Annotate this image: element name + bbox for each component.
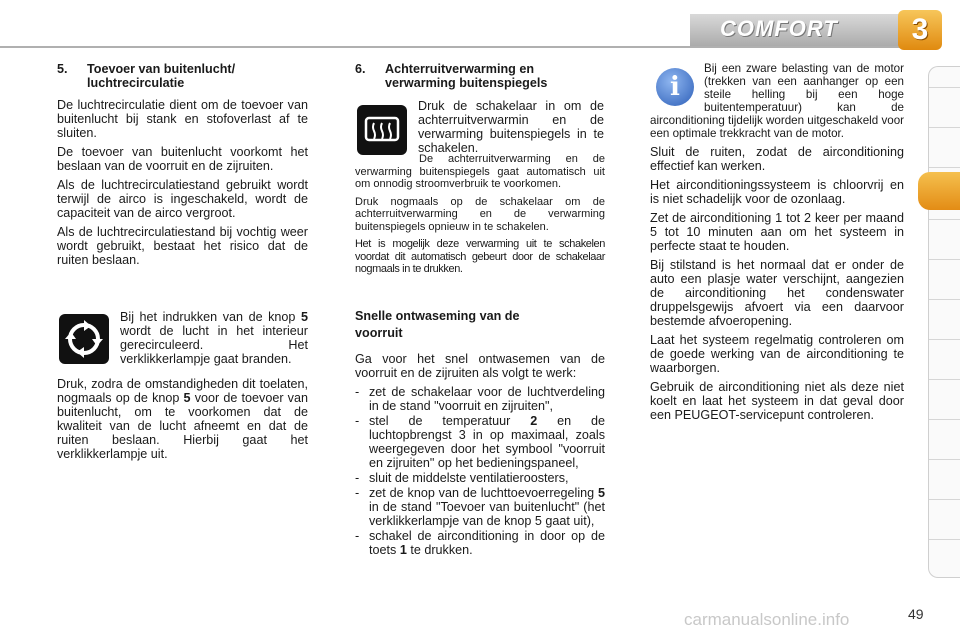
paragraph: Zet de airconditioning 1 tot 2 keer per maand 5 tot 10 minuten aan om het systeem in perfecte staat te houden. <box>650 211 904 253</box>
note: Druk nogmaals op de schakelaar om de achterruitverwarming en de verwarming buitenspiegels opnieuw in te schakelen. <box>355 195 605 233</box>
page-title: COMFORT <box>720 16 838 41</box>
list-item: - schakel de airconditioning in door op de toets 1 te drukken. <box>355 529 605 557</box>
steps-list <box>355 385 605 557</box>
defrost-text: Druk de schakelaar in om de achterruitverwarmin en de verwarming buitenspiegels in te schakelen. <box>418 99 604 155</box>
paragraph: Ga voor het snel ontwasemen van de voorruit en de zijruiten als volgt te werk: <box>355 352 605 380</box>
info-icon: i <box>656 68 694 106</box>
chapter-badge: 3 <box>898 10 942 50</box>
note: Het is mogelijk deze verwarming uit te schakelen voordat dit automatisch gebeurt door de schakelaar nogmaals in te drukken. <box>355 238 605 275</box>
paragraph: De luchtrecirculatie dient om de toevoer van buitenlucht bij stank en stofoverlast af te sluiten. <box>57 98 308 140</box>
section-6-heading: 6. Achterruitverwarming en verwarming buitenspiegels <box>355 62 548 90</box>
column-1 <box>57 62 308 272</box>
recirculation-icon <box>59 314 109 364</box>
section-subheading: Snelle ontwaseming van de voorruit <box>355 309 520 340</box>
list-item: - zet de schakelaar voor de luchtverdeling in de stand "voorruit en zijruiten", <box>355 385 605 413</box>
note: De achterruitverwarming en de verwarming buitenspiegels gaat automatisch uit om onnodig stroomverbruik te voorkomen. <box>355 153 605 190</box>
list-item: - sluit de middelste ventilatieroosters, <box>355 471 605 485</box>
column-2-mid <box>355 153 605 281</box>
paragraph: Als de luchtrecirculatiestand bij vochtig weer wordt gebruikt, bestaat het risico dat de ruiten beslaan. <box>57 225 308 267</box>
column-1-bottom: Druk, zodra de omstandigheden dit toelaten, nogmaals op de knop 5 voor de toevoer van buitenlucht, om te voorkomen dat de kwaliteit van de lucht afneemt en dat de ruiten beslaan. Hierbij gaat het verklikkerlampje uit. <box>57 377 308 461</box>
paragraph: Laat het systeem regelmatig controleren om de goede werking van de airconditioning te waarborgen. <box>650 333 904 375</box>
paragraph: De toevoer van buitenlucht voorkomt het beslaan van de voorruit en de zijruiten. <box>57 145 308 173</box>
column-2 <box>355 62 605 98</box>
paragraph: Bij stilstand is het normaal dat er onder de auto een plasje water verschijnt, aangezien de airconditioning het condenswater druppelsgewijs afvoert via een daarvoor bestemde afvoeropening. <box>650 258 904 328</box>
column-2-bottom <box>355 308 605 558</box>
recirculation-text: Bij het indrukken van de knop 5 wordt de lucht in het interieur gerecirculeerd. Het verklikkerlampje gaat branden. <box>120 310 308 366</box>
header-line <box>0 46 912 48</box>
page-number: 49 <box>908 606 924 622</box>
list-item: - stel de temperatuur 2 en de luchtopbrengst 3 in op maximaal, zoals weergegeven door het symbool "voorruit en zijruiten" op het bedieningspaneel, <box>355 414 605 470</box>
list-item: - zet de knop van de luchttoevoerregeling 5 in de stand "Toevoer van buitenlucht" (het verklikkerlampje van de knop 5 gaat uit), <box>355 486 605 528</box>
paragraph: Sluit de ruiten, zodat de airconditioning effectief kan werken. <box>650 145 904 173</box>
paragraph: Gebruik de airconditioning niet als deze niet koelt en laat het systeem in dat geval door een PEUGEOT-servicepunt controleren. <box>650 380 904 422</box>
watermark: carmanualsonline.info <box>684 610 850 629</box>
section-5-heading: 5. Toevoer van buitenlucht/ luchtrecirculatie <box>57 62 236 90</box>
paragraph: Het airconditioningssysteem is chloorvrij en is niet schadelijk voor de ozonlaag. <box>650 178 904 206</box>
paragraph: Als de luchtrecirculatiestand gebruikt wordt terwijl de airco is ingeschakeld, wordt de capaciteit van de airco vergroot. <box>57 178 308 220</box>
side-tabs <box>928 66 960 578</box>
info-note: Bij een zware belasting van de motor (trekken van een aanhanger op een steile helling bij een hoge buitentemperatuur) kan de airconditioning tijdelijk worden uitgeschakeld voor een optimale trekkracht van de motor. <box>650 62 904 140</box>
active-chapter-tab[interactable] <box>918 172 960 210</box>
rear-defrost-icon <box>357 105 407 155</box>
column-3 <box>650 62 904 427</box>
